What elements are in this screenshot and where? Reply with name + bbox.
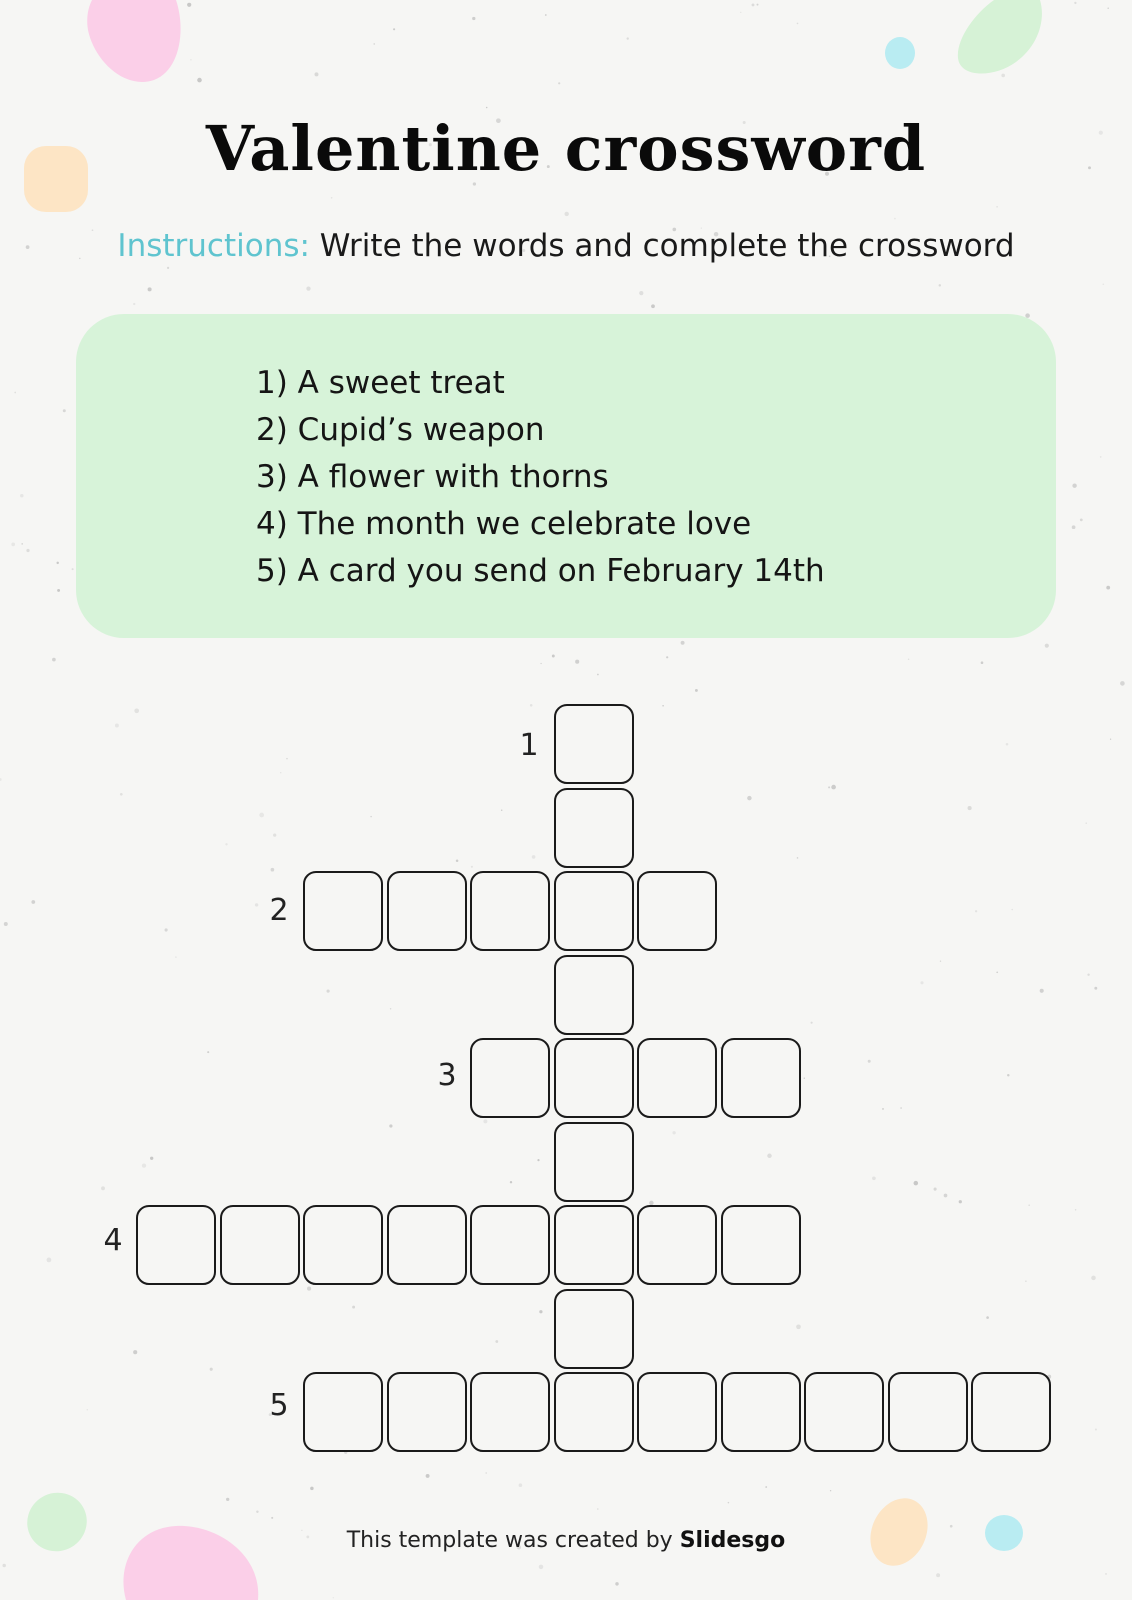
clue-list xyxy=(256,360,825,595)
crossword-cell[interactable] xyxy=(554,1205,634,1285)
crossword-cell[interactable] xyxy=(554,955,634,1035)
cyan-dot-top xyxy=(884,36,916,70)
crossword-cell[interactable] xyxy=(554,1289,634,1369)
crossword-cell[interactable] xyxy=(220,1205,300,1285)
crossword-cell[interactable] xyxy=(554,704,634,784)
crossword-cell[interactable] xyxy=(387,871,467,951)
crossword-cell[interactable] xyxy=(637,1372,717,1452)
pink-blob-top-left xyxy=(84,0,184,84)
crossword-cell[interactable] xyxy=(136,1205,216,1285)
green-blob-top-right xyxy=(954,0,1044,76)
crossword-cell[interactable] xyxy=(303,1205,383,1285)
crossword-cell[interactable] xyxy=(554,788,634,868)
footer-prefix: This template was created by xyxy=(346,1528,680,1553)
crossword-cell[interactable] xyxy=(554,1372,634,1452)
footer-credit xyxy=(0,1528,1132,1553)
grid-number-5: 5 xyxy=(269,1388,289,1423)
crossword-cell[interactable] xyxy=(804,1372,884,1452)
clue-1: 1) A sweet treat xyxy=(256,365,505,401)
crossword-cell[interactable] xyxy=(637,871,717,951)
clue-2: 2) Cupid’s weapon xyxy=(256,412,545,448)
crossword-cell[interactable] xyxy=(554,1122,634,1202)
grid-number-1: 1 xyxy=(519,728,539,763)
crossword-cell[interactable] xyxy=(470,1205,550,1285)
crossword-cell[interactable] xyxy=(554,1038,634,1118)
instructions-label: Instructions: xyxy=(117,228,310,264)
page-title: Valentine crossword xyxy=(205,112,927,185)
crossword-cell[interactable] xyxy=(721,1038,801,1118)
grid-number-3: 3 xyxy=(437,1058,457,1093)
crossword-cell[interactable] xyxy=(470,1372,550,1452)
crossword-cell[interactable] xyxy=(721,1205,801,1285)
crossword-cell[interactable] xyxy=(971,1372,1051,1452)
crossword-cell[interactable] xyxy=(387,1205,467,1285)
crossword-cell[interactable] xyxy=(888,1372,968,1452)
crossword-cell[interactable] xyxy=(637,1038,717,1118)
crossword-cell[interactable] xyxy=(470,1038,550,1118)
grid-number-4: 4 xyxy=(103,1223,123,1258)
clue-5: 5) A card you send on February 14th xyxy=(256,553,825,589)
instructions-text: Write the words and complete the crossword xyxy=(309,228,1015,264)
crossword-cell[interactable] xyxy=(554,871,634,951)
crossword-cell[interactable] xyxy=(387,1372,467,1452)
clue-4: 4) The month we celebrate love xyxy=(256,506,752,542)
crossword-cell[interactable] xyxy=(303,1372,383,1452)
clue-3: 3) A flower with thorns xyxy=(256,459,609,495)
crossword-cell[interactable] xyxy=(637,1205,717,1285)
crossword-cell[interactable] xyxy=(721,1372,801,1452)
crossword-cell[interactable] xyxy=(470,871,550,951)
grid-number-2: 2 xyxy=(269,893,289,928)
footer-brand[interactable]: Slidesgo xyxy=(679,1528,786,1553)
instructions xyxy=(0,228,1132,264)
crossword-cell[interactable] xyxy=(303,871,383,951)
